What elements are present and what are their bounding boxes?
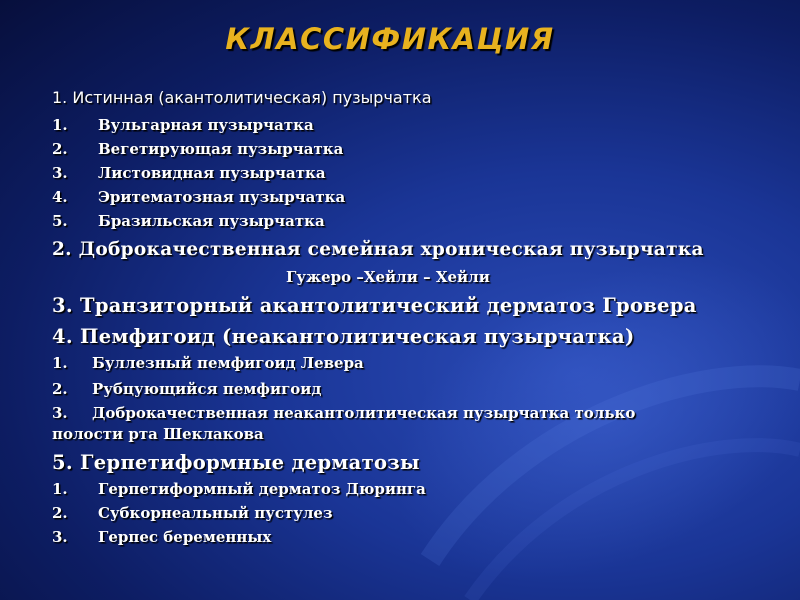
list-item bbox=[52, 164, 326, 182]
list-item bbox=[52, 380, 321, 398]
list-item-number: 1. bbox=[52, 116, 68, 134]
list-item bbox=[52, 116, 314, 134]
list-item-number: 3. bbox=[52, 404, 68, 422]
section-5-heading: 5. Герпетиформные дерматозы bbox=[52, 451, 420, 474]
section-4-heading: 4. Пемфигоид (неакантолитическая пузырчатка) bbox=[52, 325, 635, 348]
list-item-text: Доброкачественная неакантолитическая пузырчатка только bbox=[92, 404, 636, 422]
list-item-text: Буллезный пемфигоид Левера bbox=[92, 354, 364, 372]
list-item bbox=[52, 528, 271, 546]
list-item-text: Рубцующийся пемфигоид bbox=[92, 380, 322, 398]
list-item bbox=[52, 140, 343, 158]
list-item-text: Герпетиформный дерматоз Дюринга bbox=[98, 480, 426, 498]
list-item bbox=[52, 212, 325, 230]
section-1-heading: 1. Истинная (акантолитическая) пузырчатка bbox=[52, 88, 432, 107]
list-item-number: 2. bbox=[52, 380, 68, 398]
list-item bbox=[52, 354, 364, 372]
list-item-text: Листовидная пузырчатка bbox=[98, 164, 326, 182]
list-item bbox=[52, 404, 635, 422]
list-item-continuation: полости рта Шеклакова bbox=[52, 425, 264, 443]
list-item-number: 3. bbox=[52, 164, 68, 182]
list-item-number: 4. bbox=[52, 188, 68, 206]
list-item-number: 3. bbox=[52, 528, 68, 546]
list-item-text: Вегетирующая пузырчатка bbox=[98, 140, 344, 158]
list-item-number: 2. bbox=[52, 140, 68, 158]
list-item-text: Бразильская пузырчатка bbox=[98, 212, 325, 230]
list-item bbox=[52, 480, 426, 498]
slide-title: КЛАССИФИКАЦИЯ bbox=[225, 22, 555, 56]
list-item-text: Субкорнеальный пустулез bbox=[98, 504, 333, 522]
list-item-text: Эритематозная пузырчатка bbox=[98, 188, 346, 206]
list-item-number: 5. bbox=[52, 212, 68, 230]
list-item-number: 1. bbox=[52, 354, 68, 372]
list-item-number: 2. bbox=[52, 504, 68, 522]
section-2-subtitle: Гужеро –Хейли – Хейли bbox=[286, 268, 490, 286]
section-2-heading: 2. Доброкачественная семейная хроническая пузырчатка bbox=[52, 239, 704, 260]
list-item-text: Вульгарная пузырчатка bbox=[98, 116, 314, 134]
list-item bbox=[52, 504, 333, 522]
list-item bbox=[52, 188, 345, 206]
list-item-text: Герпес беременных bbox=[98, 528, 272, 546]
section-3-heading: 3. Транзиторный акантолитический дерматоз Гровера bbox=[52, 294, 697, 317]
list-item-number: 1. bbox=[52, 480, 68, 498]
